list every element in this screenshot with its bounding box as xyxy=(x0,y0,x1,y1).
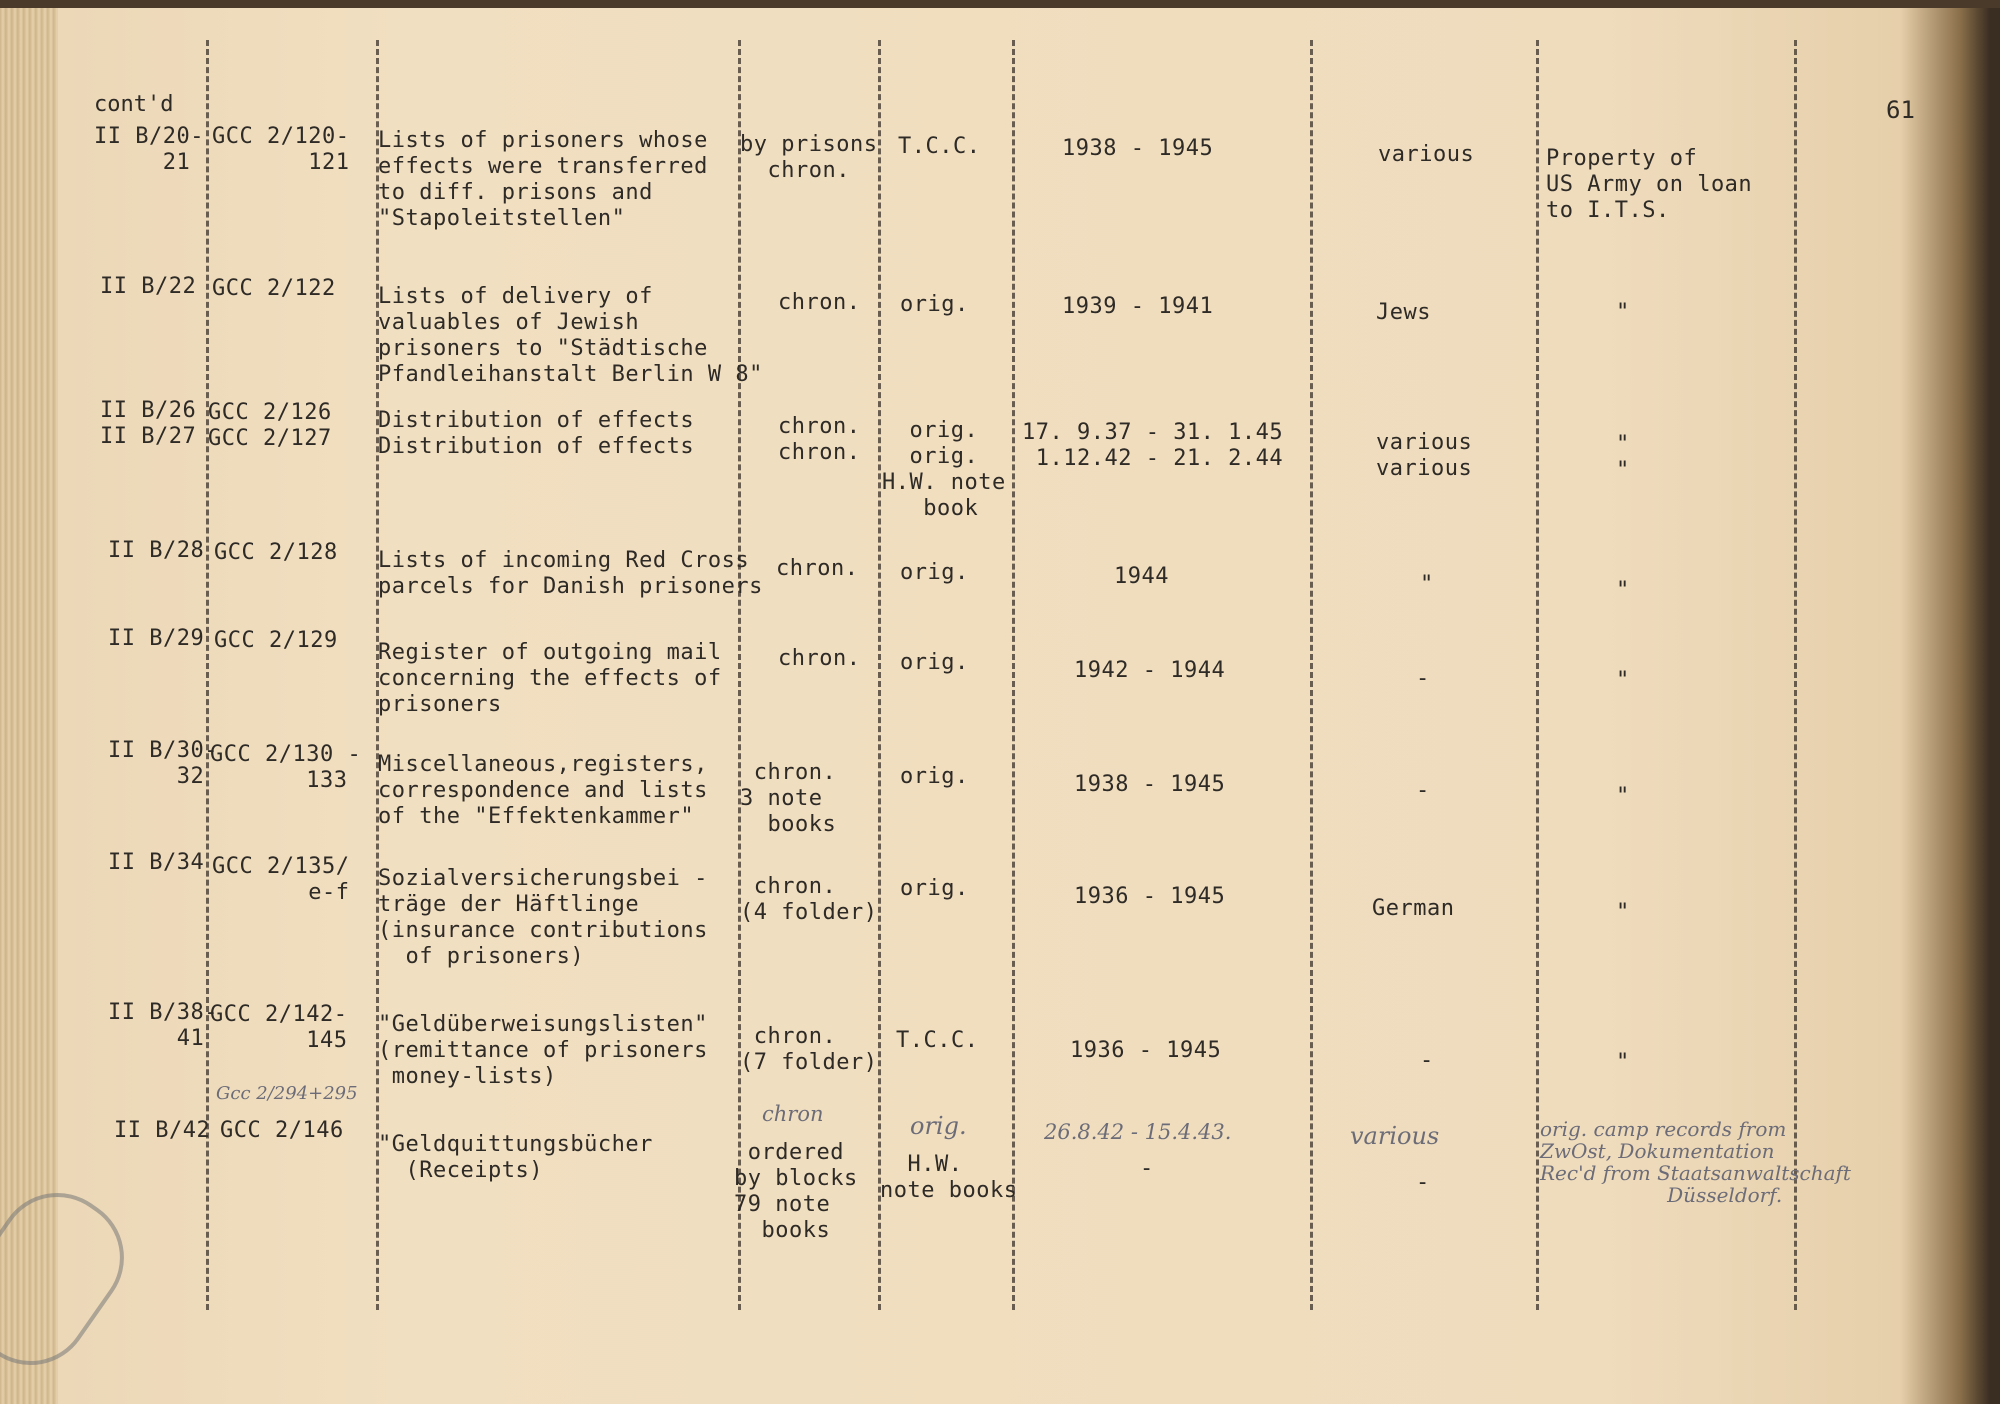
arrangement-cell: chron. xyxy=(778,646,861,671)
arrangement-cell: ordered by blocks 79 note books xyxy=(734,1140,858,1243)
page-top-edge xyxy=(0,0,2000,8)
gcc-cell: GCC 2/142- 145 xyxy=(210,1002,348,1053)
dates-cell: - xyxy=(1140,1156,1154,1181)
arrangement-handwritten-note: chron xyxy=(762,1102,824,1126)
ref-cell: II B/26 II B/27 xyxy=(100,398,197,449)
page-number: 61 xyxy=(1886,96,1915,124)
form-cell: orig. orig. H.W. note book xyxy=(882,418,1006,521)
gcc-cell: GCC 2/126 GCC 2/127 xyxy=(208,400,332,451)
description-cell: Sozialversicherungsbei - träge der Häftlinge (insurance contributions of prisoners) xyxy=(378,866,708,969)
ref-cell: II B/38- 41 xyxy=(108,1000,218,1051)
ref-cell: II B/34 xyxy=(108,850,205,875)
gcc-cell: GCC 2/130 - 133 xyxy=(210,742,362,793)
dates-cell: 1936 - 1945 xyxy=(1074,884,1226,909)
gcc-handwritten-note: Gcc 2/294+295 xyxy=(216,1083,358,1104)
remarks-handwritten-note: orig. camp records from ZwOst, Dokumentation Rec'd from Staatsanwaltschaft Düsseldorf. xyxy=(1540,1117,1851,1207)
gcc-cell: GCC 2/146 xyxy=(220,1118,344,1143)
description-cell: Distribution of effects Distribution of effects xyxy=(378,408,695,459)
dates-cell: 1936 - 1945 xyxy=(1070,1038,1222,1063)
arrangement-cell: by prisons chron. xyxy=(740,132,878,183)
form-cell: H.W. note books xyxy=(880,1152,1018,1203)
description-cell: Register of outgoing mail concerning the effects of prisoners xyxy=(378,640,722,717)
dates-cell: 1942 - 1944 xyxy=(1074,658,1226,683)
ref-cell: II B/20- 21 xyxy=(94,124,204,175)
arrangement-cell: chron. (7 folder) xyxy=(740,1024,878,1075)
gcc-cell: GCC 2/120- 121 xyxy=(212,124,350,175)
language-cell: - xyxy=(1416,666,1430,691)
form-cell: orig. xyxy=(900,650,969,675)
dates-cell: 1939 - 1941 xyxy=(1062,294,1214,319)
description-cell: Lists of delivery of valuables of Jewish prisoners to "Städtische Pfandleihanstalt Berlin W 8" xyxy=(378,284,763,387)
gcc-cell: GCC 2/129 xyxy=(214,628,338,653)
form-cell: T.C.C. xyxy=(898,134,981,159)
remarks-cell: " xyxy=(1616,578,1630,603)
column-rule xyxy=(1536,40,1539,1310)
gcc-cell: GCC 2/135/ e-f xyxy=(212,854,350,905)
remarks-cell: " xyxy=(1616,900,1630,925)
description-cell: Lists of prisoners whose effects were transferred to diff. prisons and "Stapoleitstellen" xyxy=(378,128,708,231)
column-rule xyxy=(1310,40,1313,1310)
column-rule xyxy=(1012,40,1015,1310)
arrangement-cell: chron. 3 note books xyxy=(740,760,837,837)
gcc-cell: GCC 2/122 xyxy=(212,276,336,301)
ref-cell: II B/30- 32 xyxy=(108,738,218,789)
language-cell: Jews xyxy=(1376,300,1431,325)
form-cell: orig. xyxy=(900,876,969,901)
ref-cell: II B/28 xyxy=(108,538,205,563)
column-rule xyxy=(738,40,741,1310)
remarks-cell: " xyxy=(1616,784,1630,809)
form-cell: T.C.C. xyxy=(896,1028,979,1053)
language-handwritten-note: various xyxy=(1350,1122,1440,1150)
language-cell: - xyxy=(1420,1048,1434,1073)
arrangement-cell: chron. chron. xyxy=(778,414,861,465)
language-cell: - xyxy=(1416,1170,1430,1195)
language-cell: various various xyxy=(1376,430,1473,481)
dates-cell: 1938 - 1945 xyxy=(1062,136,1214,161)
remarks-cell: " xyxy=(1616,300,1630,325)
dates-cell: 17. 9.37 - 31. 1.45 1.12.42 - 21. 2.44 xyxy=(1022,420,1284,471)
ref-cell: II B/22 xyxy=(100,274,197,299)
description-cell: "Geldquittungsbücher (Receipts) xyxy=(378,1132,653,1183)
remarks-cell: " xyxy=(1616,1050,1630,1075)
form-cell: orig. xyxy=(900,560,969,585)
form-cell: orig. xyxy=(900,764,969,789)
arrangement-cell: chron. xyxy=(778,290,861,315)
language-cell: various xyxy=(1378,142,1475,167)
remarks-cell: Property of US Army on loan to I.T.S. xyxy=(1546,146,1753,223)
continued-label: cont'd xyxy=(94,92,174,117)
form-cell: orig. xyxy=(900,292,969,317)
language-cell: German xyxy=(1372,896,1455,921)
dates-handwritten-note: 26.8.42 - 15.4.43. xyxy=(1044,1120,1232,1144)
remarks-cell: " " xyxy=(1616,432,1630,483)
arrangement-cell: chron. (4 folder) xyxy=(740,874,878,925)
description-cell: Miscellaneous,registers, correspondence and lists of the "Effektenkammer" xyxy=(378,752,708,829)
dates-cell: 1944 xyxy=(1114,564,1169,589)
gcc-cell: GCC 2/128 xyxy=(214,540,338,565)
ref-cell: II B/29 xyxy=(108,626,205,651)
language-cell: " xyxy=(1420,572,1434,597)
description-cell: Lists of incoming Red Cross parcels for Danish prisoners xyxy=(378,548,763,599)
language-cell: - xyxy=(1416,778,1430,803)
description-cell: "Geldüberweisungslisten" (remittance of prisoners money-lists) xyxy=(378,1012,708,1089)
remarks-cell: " xyxy=(1616,668,1630,693)
column-rule xyxy=(878,40,881,1310)
ref-cell: II B/42 xyxy=(114,1118,211,1143)
form-handwritten-note: orig. xyxy=(910,1112,967,1140)
dates-cell: 1938 - 1945 xyxy=(1074,772,1226,797)
arrangement-cell: chron. xyxy=(776,556,859,581)
